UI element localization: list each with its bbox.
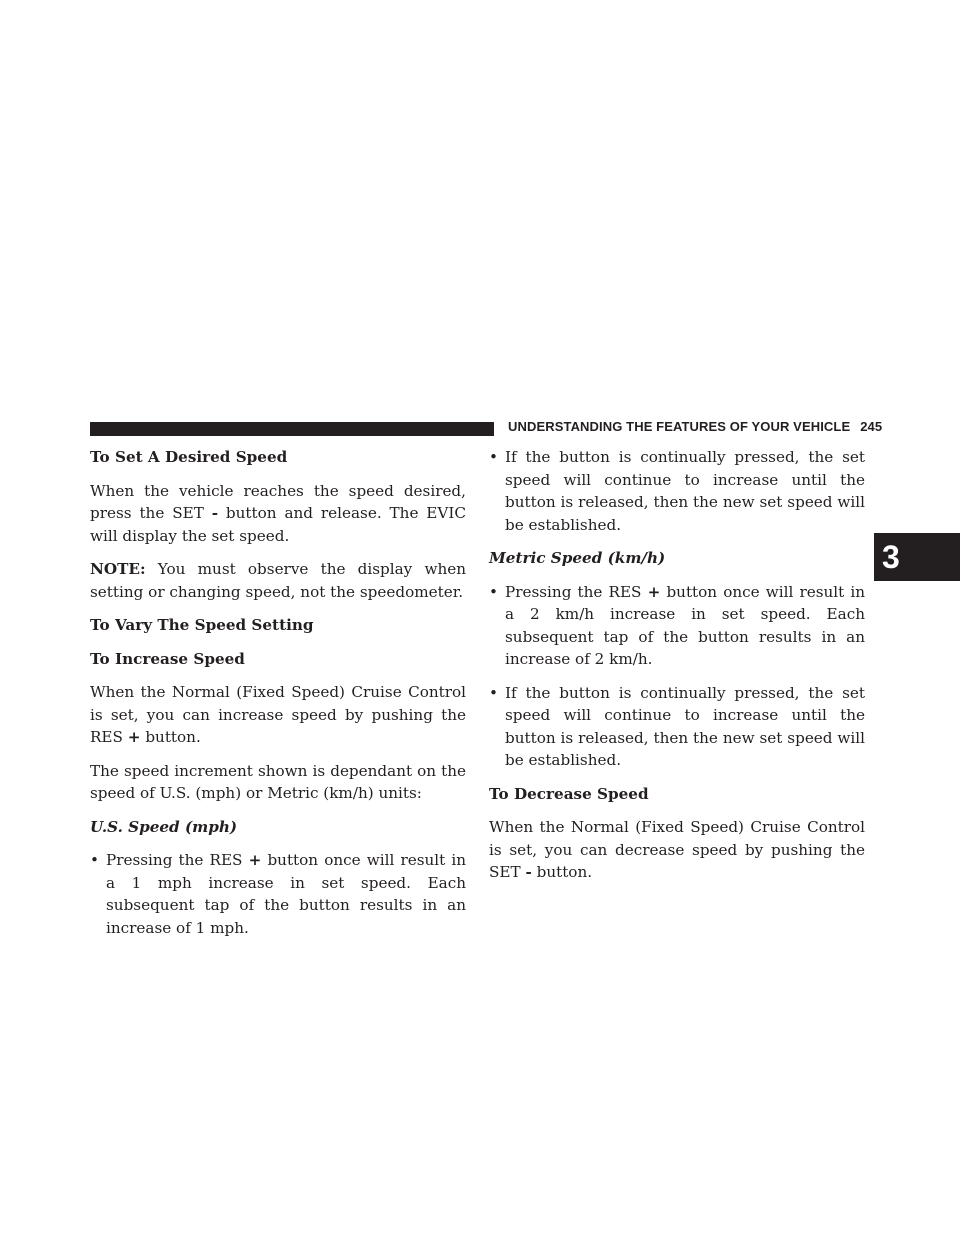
heading-increase-speed: To Increase Speed: [90, 649, 245, 668]
bullet-icon: •: [489, 582, 498, 601]
heading-decrease-speed: To Decrease Speed: [489, 784, 649, 803]
section-tab: 3: [874, 533, 960, 581]
list-item: • If the button is continually pressed, the set speed will continue to increase until the button is released, then the new set speed will be established.: [489, 448, 865, 534]
running-header: [508, 419, 882, 434]
note-paragraph: NOTE: You must observe the display when setting or changing speed, not the speedometer.: [90, 560, 466, 601]
page-number: 245: [860, 419, 883, 434]
header-rule: [90, 422, 494, 436]
header-title: UNDERSTANDING THE FEATURES OF YOUR VEHICLE: [508, 419, 851, 434]
left-column: [90, 446, 466, 950]
bullet-icon: •: [90, 851, 99, 869]
right-column: [489, 446, 865, 895]
paragraph-speed-increment: The speed increment shown is dependant on the speed of U.S. (mph) or Metric (km/h) units:: [90, 761, 466, 802]
paragraph-decrease-speed: When the Normal (Fixed Speed) Cruise Control is set, you can decrease speed by pushing the SET - button.: [489, 818, 865, 881]
paragraph-set-speed: When the vehicle reaches the speed desired, press the SET - button and release. The EVIC will display the set speed.: [90, 481, 466, 545]
list-item: • If the button is continually pressed, the set speed will continue to increase until the button is released, then the new set speed will be established.: [489, 683, 865, 769]
heading-vary-speed: To Vary The Speed Setting: [90, 616, 314, 634]
bullet-icon: •: [489, 683, 498, 702]
paragraph-increase-speed: When the Normal (Fixed Speed) Cruise Control is set, you can increase speed by pushing the RES + button.: [90, 683, 466, 746]
heading-set-desired-speed: To Set A Desired Speed: [90, 448, 288, 466]
note-label: NOTE:: [90, 560, 146, 578]
bullet-icon: •: [489, 448, 498, 466]
list-item: • Pressing the RES + button once will result in a 2 km/h increase in set speed. Each subsequent tap of the button results in an increase of 2 km/h.: [489, 582, 865, 668]
list-item: • Pressing the RES + button once will result in a 1 mph increase in set speed. Each subsequent tap of the button results in an increase of 1 mph.: [90, 851, 466, 937]
heading-us-speed: U.S. Speed (mph): [90, 817, 238, 836]
heading-metric-speed: Metric Speed (km/h): [489, 549, 666, 567]
